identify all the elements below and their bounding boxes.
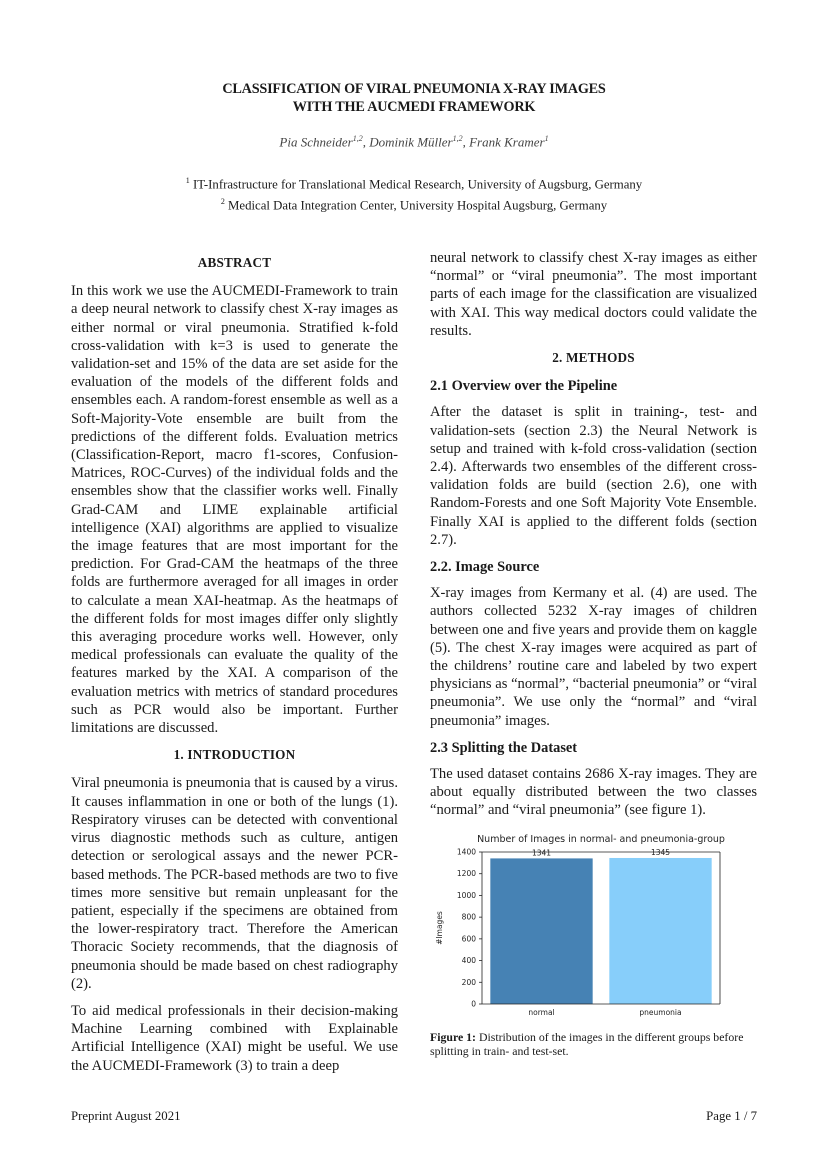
title-line-2: WITH THE AUCMEDI FRAMEWORK: [292, 99, 536, 115]
right-column: [430, 249, 757, 1058]
footer-preprint: Preprint August 2021: [71, 1109, 181, 1123]
methods-heading: 2. METHODS: [552, 350, 635, 366]
data-label-pneumonia: 1345: [650, 847, 671, 857]
section-2-1-heading: 2.1 Overview over the Pipeline: [430, 378, 618, 395]
introduction-paragraph-2: To aid medical professionals in their decision-making Machine Learning combined with Explainable Artificial Intelligence (XAI) might be useful. We use the AUCMEDI-Framework (3) to train a deep: [71, 1002, 398, 1074]
introduction-heading: 1. INTRODUCTION: [173, 747, 296, 763]
affiliation-number: 1: [185, 176, 190, 185]
section-2-2-heading: 2.2. Image Source: [430, 559, 540, 576]
y-axis-label: #Images: [435, 910, 444, 945]
paper-title: [0, 80, 828, 116]
affiliation-1: [0, 172, 828, 193]
introduction-paragraph-2-continued: neural network to classify chest X-ray images as either “normal” or “viral pneumonia”. The most important parts of each image for the classification are visualized with XAI. This way medical doctors could validate the results.: [430, 250, 757, 339]
figure-label: Figure 1:: [430, 1029, 476, 1044]
y-tick-label: 1200: [456, 868, 476, 878]
affiliation-number: 2: [220, 197, 225, 207]
abstract-heading: ABSTRACT: [197, 255, 272, 270]
affiliations: [0, 172, 828, 215]
affiliation-2: [0, 193, 828, 214]
y-tick-label: 800: [461, 912, 476, 922]
chart-title: Number of Images in normal- and pneumonia-group: [477, 833, 725, 845]
author-name: Pia Schneider: [279, 134, 353, 150]
bar-chart: [430, 830, 757, 1026]
section-2-3-heading: 2.3 Splitting the Dataset: [430, 739, 578, 756]
bar-normal: [490, 858, 592, 1004]
author-list: [0, 134, 828, 150]
data-label-normal: 1341: [531, 848, 552, 858]
y-tick-label: 1400: [456, 847, 476, 857]
x-tick-label: normal: [528, 1007, 555, 1017]
author-separator: ,: [362, 134, 370, 150]
author-name: Frank Kramer: [469, 134, 545, 150]
affiliation-text: IT-Infrastructure for Translational Medical Research, University of Augsburg, Germany: [193, 177, 643, 192]
affiliation-text: Medical Data Integration Center, University Hospital Augsburg, Germany: [228, 198, 608, 213]
y-tick-label: 0: [471, 999, 476, 1009]
figure-caption-text: Distribution of the images in the different groups before splitting in train- and test-set.: [430, 1029, 744, 1058]
left-column: [71, 252, 398, 1084]
author-name: Dominik Müller: [369, 134, 453, 150]
x-tick-label: pneumonia: [639, 1007, 682, 1017]
y-tick-label: 600: [461, 934, 476, 944]
section-2-1-text: After the dataset is split in training-, test- and validation-sets (section 2.3) the Neural Network is setup and trained with k-fold cross-validation (section 2.4). Afterwards two ensembles of the different cross-validation folds are build (section 2.6), one with Random-Forests and one Soft Majority Vote Ensemble. Finally XAI is applied to the different folds (section 2.7).: [430, 404, 757, 548]
figure-1: [430, 830, 757, 1026]
footer-page-number: Page 1 / 7: [706, 1109, 757, 1123]
section-2-3-text: The used dataset contains 2686 X-ray images. They are about equally distributed between the two classes “normal” and “viral pneumonia” (see figure 1).: [430, 766, 757, 819]
y-tick-label: 200: [461, 977, 476, 987]
author-affiliation: 1,2: [452, 134, 463, 143]
figure-1-caption: [430, 1030, 757, 1058]
author-affiliation: 1: [544, 134, 549, 143]
introduction-paragraph-1: Viral pneumonia is pneumonia that is caused by a virus. It causes inflammation in one or both of the lungs (1). Respiratory viruses can be detected with conventional virus diagnostic methods such as culture, antigen detection or serological assays and the newer PCR-based methods. The PCR-based methods are two to five times more sensitive but remain unpleasant for the patient, especially if the specimens are obtained from the lower-respiratory tract. Therefore the American Thoracic Society recommends, that the diagnosis of pneumonia should be made based on chest radiography (2).: [71, 775, 398, 992]
section-2-2-text: X-ray images from Kermany et al. (4) are used. The authors collected 5232 X-ray images of children between one and five years and provide them on kaggle (5). The chest X-ray images were acquired as part of the childrens’ routine care and labeled by two expert physicians as “normal”, “bacterial pneumonia” or “viral pneumonia”. We use only the “normal” and “viral pneumonia” images.: [430, 585, 758, 729]
author-separator: ,: [462, 134, 470, 150]
y-tick-label: 400: [461, 955, 476, 965]
bar-pneumonia: [609, 858, 711, 1004]
y-tick-label: 1000: [456, 890, 476, 900]
title-line-1: CLASSIFICATION OF VIRAL PNEUMONIA X-RAY IMAGES: [222, 81, 606, 97]
abstract-text: In this work we use the AUCMEDI-Framework to train a deep neural network to classify chest X-ray images as either normal or viral pneumonia. Stratified k-fold cross-validation with k=3 is used to generate the validation-set and 15% of the data are set aside for the evaluation of the models of the different folds and ensembles each. A random-forest ensemble as well as a Soft-Majority-Vote ensemble are built from the predictions of the different folds. Evaluation metrics (Classification-Report, macro f1-scores, Confusion-Matrices, ROC-Curves) of the individual folds and the ensembles show that the classifier works well. Finally Grad-CAM and LIME explainable artificial intelligence (XAI) algorithms are applied to visualize the image features that are most important for the prediction. For Grad-CAM the heatmaps of the three folds are furthermore averaged for all images in order to calculate a mean XAI-heatmap. As the heatmaps of the different folds for most images differ only slightly this averaging procedure works well. However, only medical professionals can evaluate the quality of the features marked by the XAI. A comparison of the evaluation metrics with metrics of standard procedures such as PCR would also be important. Further limitations are discussed.: [71, 283, 398, 737]
author-affiliation: 1,2: [352, 134, 363, 143]
